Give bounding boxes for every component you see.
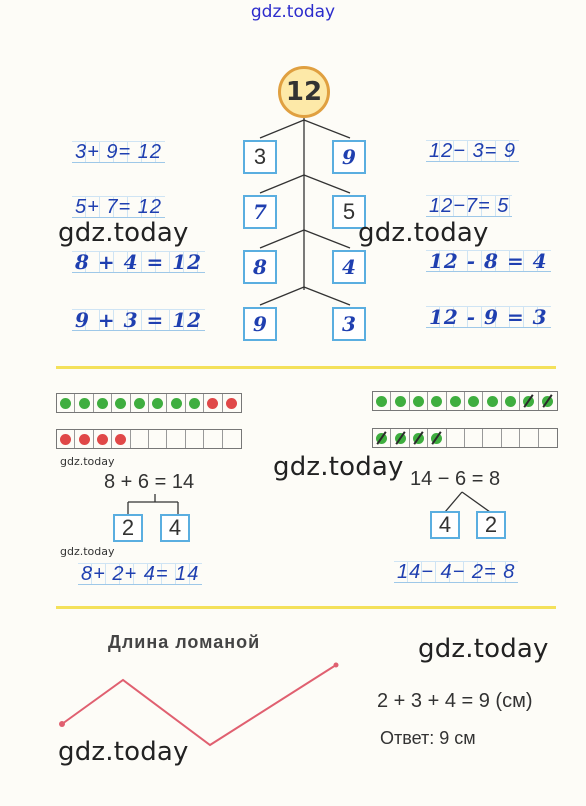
subtraction-part-box: 4 — [430, 511, 460, 539]
broken-line — [62, 665, 336, 745]
counter-cell — [75, 394, 93, 412]
tree-left-box: 9 — [243, 307, 277, 341]
watermark-small: gdz.today — [60, 545, 115, 558]
right-equation: 12 - 8 = 4 — [426, 250, 551, 272]
counter-row-addition-1 — [56, 393, 242, 413]
counter-dot — [60, 434, 71, 445]
counter-cell — [539, 429, 557, 447]
tree-left-box: 3 — [243, 140, 277, 174]
counter-cell — [502, 392, 520, 410]
counter-dot — [431, 396, 442, 407]
subtraction-part-box: 2 — [476, 511, 506, 539]
counter-cell — [465, 429, 483, 447]
watermark-small: gdz.today — [60, 455, 115, 468]
counter-cell — [391, 392, 409, 410]
counter-cell — [447, 429, 465, 447]
counter-row-subtraction-1 — [372, 391, 558, 411]
counter-dot — [134, 398, 145, 409]
watermark: gdz.today — [358, 218, 489, 248]
divider — [56, 606, 556, 609]
root-number: 12 — [278, 66, 330, 118]
counter-cell — [520, 392, 538, 410]
counter-cell — [167, 394, 185, 412]
counter-cell — [428, 429, 446, 447]
tree-left-box: 7 — [243, 195, 277, 229]
watermark: gdz.today — [418, 634, 549, 664]
counter-cell — [149, 430, 167, 448]
addition-part-box: 4 — [160, 514, 190, 542]
counter-cell — [502, 429, 520, 447]
counter-cell — [94, 394, 112, 412]
counter-cell — [57, 430, 75, 448]
counter-cell — [186, 394, 204, 412]
counter-dot — [60, 398, 71, 409]
tree-right-box: 3 — [332, 307, 366, 341]
subtraction-answer: 14− 4− 2= 8 — [394, 561, 518, 583]
watermark-top: gdz.today — [250, 2, 336, 22]
counter-cell — [57, 394, 75, 412]
counter-dot — [115, 398, 126, 409]
answer-text: Ответ: 9 см — [380, 728, 476, 748]
right-equation: 12 - 9 = 3 — [426, 306, 551, 328]
counter-dot — [395, 396, 406, 407]
counter-dot — [152, 398, 163, 409]
left-equation: 5+ 7= 12 — [72, 196, 165, 218]
counter-cell — [131, 430, 149, 448]
counter-dot — [468, 396, 479, 407]
counter-dot — [376, 396, 387, 407]
counter-dot — [450, 396, 461, 407]
counter-row-addition-2 — [56, 429, 242, 449]
crossed-counter-dot — [413, 433, 424, 444]
divider — [56, 366, 556, 369]
counter-dot — [171, 398, 182, 409]
left-equation: 8 + 4 = 12 — [72, 251, 205, 273]
counter-cell — [186, 430, 204, 448]
counter-row-subtraction-2 — [372, 428, 558, 448]
counter-cell — [94, 430, 112, 448]
counter-cell — [75, 430, 93, 448]
addition-part-box: 2 — [113, 514, 143, 542]
counter-cell — [483, 392, 501, 410]
counter-cell — [447, 392, 465, 410]
counter-cell — [465, 392, 483, 410]
counter-cell — [373, 429, 391, 447]
watermark: gdz.today — [58, 737, 189, 767]
crossed-counter-dot — [376, 433, 387, 444]
counter-cell — [483, 429, 501, 447]
counter-cell — [112, 430, 130, 448]
counter-dot — [79, 434, 90, 445]
right-equation: 12− 3= 9 — [426, 140, 519, 162]
tree-right-box: 9 — [332, 140, 366, 174]
counter-cell — [410, 392, 428, 410]
right-equation: 12−7= 5 — [426, 195, 512, 217]
counter-dot — [226, 398, 237, 409]
counter-cell — [410, 429, 428, 447]
counter-cell — [391, 429, 409, 447]
watermark: gdz.today — [58, 218, 189, 248]
left-equation: 3+ 9= 12 — [72, 141, 165, 163]
addition-answer: 8+ 2+ 4= 14 — [78, 563, 202, 585]
counter-cell — [223, 394, 241, 412]
counter-dot — [487, 396, 498, 407]
crossed-counter-dot — [431, 433, 442, 444]
crossed-counter-dot — [542, 396, 553, 407]
counter-cell — [167, 430, 185, 448]
counter-cell — [539, 392, 557, 410]
crossed-counter-dot — [395, 433, 406, 444]
left-equation: 9 + 3 = 12 — [72, 309, 205, 331]
counter-cell — [373, 392, 391, 410]
counter-cell — [149, 394, 167, 412]
section-title: Длина ломаной — [108, 632, 261, 652]
tree-right-box: 5 — [332, 195, 366, 229]
counter-dot — [505, 396, 516, 407]
counter-dot — [97, 434, 108, 445]
counter-dot — [97, 398, 108, 409]
counter-cell — [428, 392, 446, 410]
counter-cell — [204, 430, 222, 448]
counter-dot — [207, 398, 218, 409]
watermark: gdz.today — [273, 452, 404, 482]
counter-dot — [413, 396, 424, 407]
addition-equation: 8 + 6 = 14 — [104, 471, 195, 493]
counter-dot — [79, 398, 90, 409]
counter-dot — [189, 398, 200, 409]
counter-dot — [115, 434, 126, 445]
crossed-counter-dot — [523, 396, 534, 407]
tree-left-box: 8 — [243, 250, 277, 284]
counter-cell — [131, 394, 149, 412]
counter-cell — [223, 430, 241, 448]
counter-cell — [112, 394, 130, 412]
length-equation: 2 + 3 + 4 = 9 (см) — [377, 690, 533, 712]
counter-cell — [520, 429, 538, 447]
subtraction-equation: 14 − 6 = 8 — [410, 468, 501, 490]
counter-cell — [204, 394, 222, 412]
tree-right-box: 4 — [332, 250, 366, 284]
